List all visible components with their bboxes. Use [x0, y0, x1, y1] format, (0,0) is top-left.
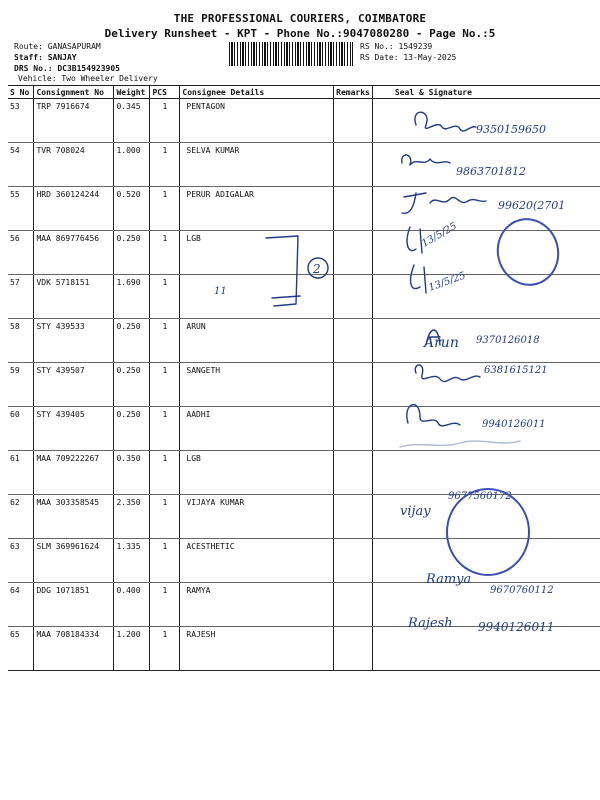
signature-58-phone: 9370126018 — [476, 335, 540, 346]
table-row — [8, 451, 600, 495]
pcs-cell: 1 — [150, 451, 180, 495]
consignee-cell: LGB — [180, 231, 334, 275]
signature-cell — [372, 627, 600, 671]
consignment-cell: STY 439507 — [34, 363, 114, 407]
consignee-cell: LGB — [180, 451, 334, 495]
consignee-cell: VIJAYA KUMAR — [180, 495, 334, 539]
table-row — [8, 627, 600, 671]
sno-cell: 60 — [8, 407, 34, 451]
signature-62-phone: 9677560172 — [448, 491, 512, 502]
signature-cell — [372, 275, 600, 319]
remarks-cell — [334, 407, 373, 451]
consignee-cell: ACESTHETIC — [180, 539, 334, 583]
pcs-cell: 1 — [150, 627, 180, 671]
consignee-cell: RAMYA — [180, 583, 334, 627]
remarks-ink — [200, 230, 340, 310]
remarks-cell — [334, 99, 373, 143]
sno-cell: 63 — [8, 539, 34, 583]
signature-cell — [372, 583, 600, 627]
weight-cell: 1.200 — [114, 627, 150, 671]
sno-cell: 57 — [8, 275, 34, 319]
signature-58-name: Arun — [424, 335, 459, 351]
sno-cell: 56 — [8, 231, 34, 275]
table-row — [8, 363, 600, 407]
consignment-cell: HRD 360124244 — [34, 187, 114, 231]
consignee-cell: SANGETH — [180, 363, 334, 407]
company-title: THE PROFESSIONAL COURIERS, COIMBATORE — [173, 12, 427, 25]
col-consignment: Consignment No — [34, 86, 114, 99]
signature-60-phone: 9940126011 — [482, 419, 546, 430]
remarks-cell — [334, 363, 373, 407]
pcs-cell: 1 — [150, 99, 180, 143]
signature-62-name: vijay — [400, 504, 431, 519]
signature-cell — [372, 363, 600, 407]
remarks-cell — [334, 143, 373, 187]
signature-cell — [372, 143, 600, 187]
pcs-cell: 1 — [150, 407, 180, 451]
pcs-cell: 1 — [150, 231, 180, 275]
consignment-cell: TRP 7916674 — [34, 99, 114, 143]
col-remarks: Remarks — [334, 86, 373, 99]
remarks-cell — [334, 627, 373, 671]
col-weight: Weight — [114, 86, 150, 99]
weight-cell: 0.250 — [114, 319, 150, 363]
signature-53-phone: 9350159650 — [476, 123, 546, 136]
signature-65-name: Rajesh — [408, 616, 453, 631]
sno-cell: 64 — [8, 583, 34, 627]
consignee-cell: PENTAGON — [180, 99, 334, 143]
consignment-cell: MAA 303358545 — [34, 495, 114, 539]
signature-cell — [372, 231, 600, 275]
table-row — [8, 407, 600, 451]
table-row — [8, 319, 600, 363]
signature-cell — [372, 187, 600, 231]
consignee-cell: PERUR ADIGALAR — [180, 187, 334, 231]
consignee-cell: AADHI — [180, 407, 334, 451]
sno-cell: 62 — [8, 495, 34, 539]
pcs-cell: 1 — [150, 363, 180, 407]
signature-56-date: 13/5/25 — [420, 220, 459, 250]
remarks-cell — [334, 539, 373, 583]
vehicle-label: Vehicle: Two Wheeler Delivery — [18, 74, 158, 83]
table-row — [8, 583, 600, 627]
consignee-cell: RAJESH — [180, 627, 334, 671]
runsheet-table — [8, 85, 600, 671]
signature-59-phone: 6381615121 — [484, 365, 548, 376]
pcs-cell: 1 — [150, 319, 180, 363]
staff-label: Staff: SANJAY — [14, 53, 77, 62]
weight-cell: 0.250 — [114, 363, 150, 407]
signature-cell — [372, 99, 600, 143]
sno-cell: 58 — [8, 319, 34, 363]
signature-64-name: Ramya — [426, 572, 472, 587]
consignment-cell: SLM 369961624 — [34, 539, 114, 583]
bracket-mark — [266, 236, 300, 306]
table-header-row — [8, 86, 600, 99]
consignment-cell: TVR 708024 — [34, 143, 114, 187]
rs-number: RS No.: 1549239 — [360, 42, 433, 51]
signature-65-phone: 9940126011 — [478, 620, 555, 634]
table-row — [8, 99, 600, 143]
runsheet-subtitle: Delivery Runsheet - KPT - Phone No.:9047080280 - Page No.:5 — [104, 27, 496, 40]
company-seal-stamp-2 — [446, 488, 530, 576]
weight-cell: 1.690 — [114, 275, 150, 319]
signature-64-phone: 9670760112 — [490, 585, 554, 596]
route-label: Route: GANASAPURAM — [14, 42, 101, 51]
consignee-cell: SELVA KUMAR — [180, 143, 334, 187]
weight-cell: 0.520 — [114, 187, 150, 231]
signature-cell — [372, 319, 600, 363]
table-row — [8, 143, 600, 187]
consignee-cell: ARUN — [180, 319, 334, 363]
pcs-cell: 1 — [150, 583, 180, 627]
remarks-cell — [334, 319, 373, 363]
weight-cell: 0.250 — [114, 231, 150, 275]
remarks-cell — [334, 187, 373, 231]
remarks-cell — [334, 451, 373, 495]
col-consignee: Consignee Details — [180, 86, 334, 99]
remarks-cell — [334, 583, 373, 627]
consignment-cell: MAA 708184334 — [34, 627, 114, 671]
pcs-cell: 1 — [150, 539, 180, 583]
signature-55-phone: 99620(2701 — [498, 199, 566, 212]
signature-57-date: 13/5/25 — [427, 270, 468, 294]
consignment-cell: VDK 5718151 — [34, 275, 114, 319]
col-sno: S No — [8, 86, 34, 99]
col-pcs: PCS — [150, 86, 180, 99]
consignment-cell: STY 439533 — [34, 319, 114, 363]
sno-cell: 61 — [8, 451, 34, 495]
sno-cell: 55 — [8, 187, 34, 231]
remarks-cell — [334, 495, 373, 539]
sno-cell: 59 — [8, 363, 34, 407]
consignment-cell: MAA 709222267 — [34, 451, 114, 495]
pcs-cell: 1 — [150, 187, 180, 231]
signature-54-phone: 9863701812 — [456, 165, 526, 178]
col-seal-signature: Seal & Signature — [372, 86, 600, 99]
signature-cell — [372, 407, 600, 451]
weight-cell: 0.350 — [114, 451, 150, 495]
rs-date: RS Date: 13-May-2025 — [360, 53, 457, 62]
consignment-cell: MAA 869776456 — [34, 231, 114, 275]
circled-number: 2 — [313, 262, 321, 276]
sno-cell: 65 — [8, 627, 34, 671]
weight-cell: 0.400 — [114, 583, 150, 627]
pcs-cell: 1 — [150, 275, 180, 319]
remarks-mark: 11 — [214, 286, 227, 297]
weight-cell: 0.345 — [114, 99, 150, 143]
consignment-cell: DDG 1071851 — [34, 583, 114, 627]
barcode — [229, 42, 353, 66]
weight-cell: 2.350 — [114, 495, 150, 539]
drs-number: DRS No.: DC3B154923905 — [14, 64, 120, 73]
consignment-cell: STY 439405 — [34, 407, 114, 451]
weight-cell: 1.000 — [114, 143, 150, 187]
weight-cell: 1.335 — [114, 539, 150, 583]
pcs-cell: 1 — [150, 143, 180, 187]
pcs-cell: 1 — [150, 495, 180, 539]
sno-cell: 54 — [8, 143, 34, 187]
sno-cell: 53 — [8, 99, 34, 143]
weight-cell: 0.250 — [114, 407, 150, 451]
